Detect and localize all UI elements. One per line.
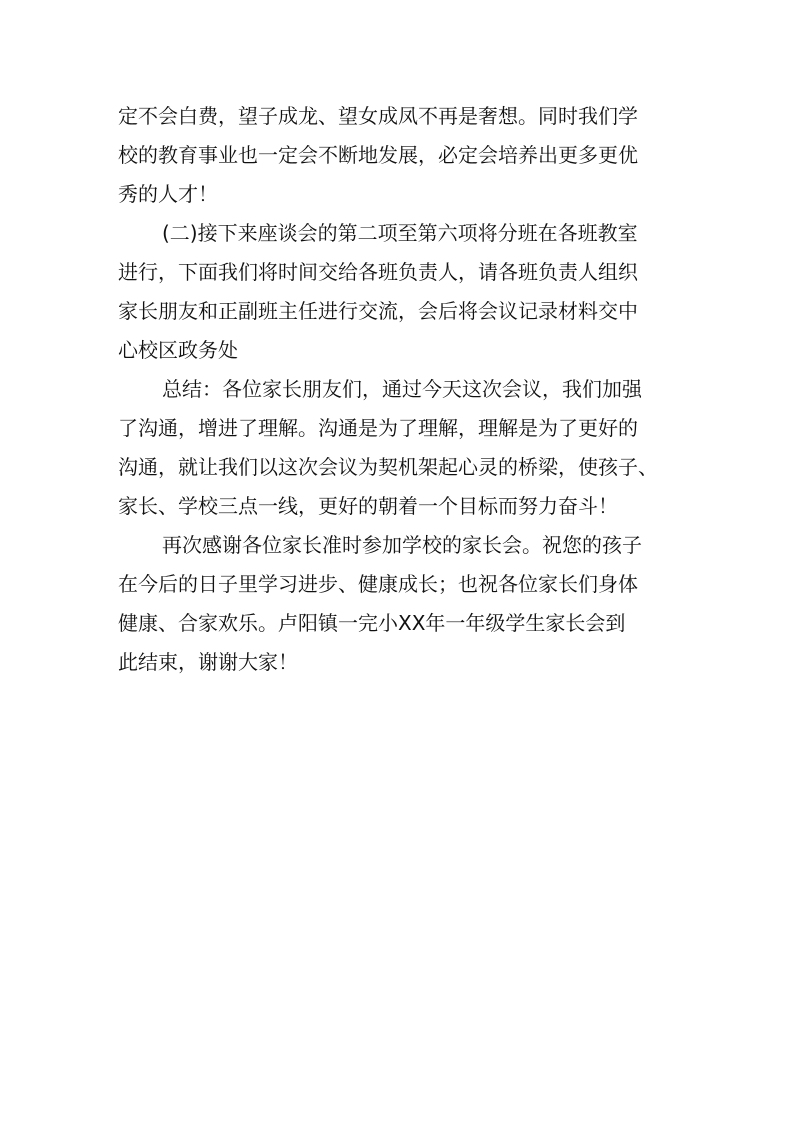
text-line: 了沟通，增进了理解。沟通是为了理解，理解是为了更好的	[118, 416, 638, 440]
text-line: 家长朋友和正副班主任进行交流，会后将会议记录材料交中	[118, 299, 638, 323]
text-line: 沟通，就让我们以这次会议为契机架起心灵的桥梁，使孩子、	[118, 455, 658, 479]
text-line: 健康、合家欢乐。卢阳镇一完小XX年一年级学生家长会到	[118, 611, 626, 635]
text-line: 总结：各位家长朋友们，通过今天这次会议，我们加强	[162, 377, 642, 401]
document-body	[118, 97, 678, 682]
text-line: 再次感谢各位家长准时参加学校的家长会。祝您的孩子	[162, 533, 642, 557]
text-line: 家长、学校三点一线，更好的朝着一个目标而努力奋斗！	[118, 494, 618, 518]
text-line: (二)接下来座谈会的第二项至第六项将分班在各班教室	[162, 221, 638, 245]
paragraph-closing-hope	[118, 97, 678, 214]
text-line: 心校区政务处	[118, 338, 238, 362]
paragraph-section-two	[118, 214, 678, 370]
paragraph-summary	[118, 370, 678, 526]
text-line: 此结束，谢谢大家！	[118, 650, 298, 674]
paragraph-thanks	[118, 526, 678, 682]
text-line: 秀的人才！	[118, 182, 218, 206]
text-line: 定不会白费，望子成龙、望女成凤不再是奢想。同时我们学	[118, 104, 638, 128]
text-line: 在今后的日子里学习进步、健康成长；也祝各位家长们身体	[118, 572, 638, 596]
text-line: 校的教育事业也一定会不断地发展，必定会培养出更多更优	[118, 143, 638, 167]
text-line: 进行，下面我们将时间交给各班负责人，请各班负责人组织	[118, 260, 638, 284]
